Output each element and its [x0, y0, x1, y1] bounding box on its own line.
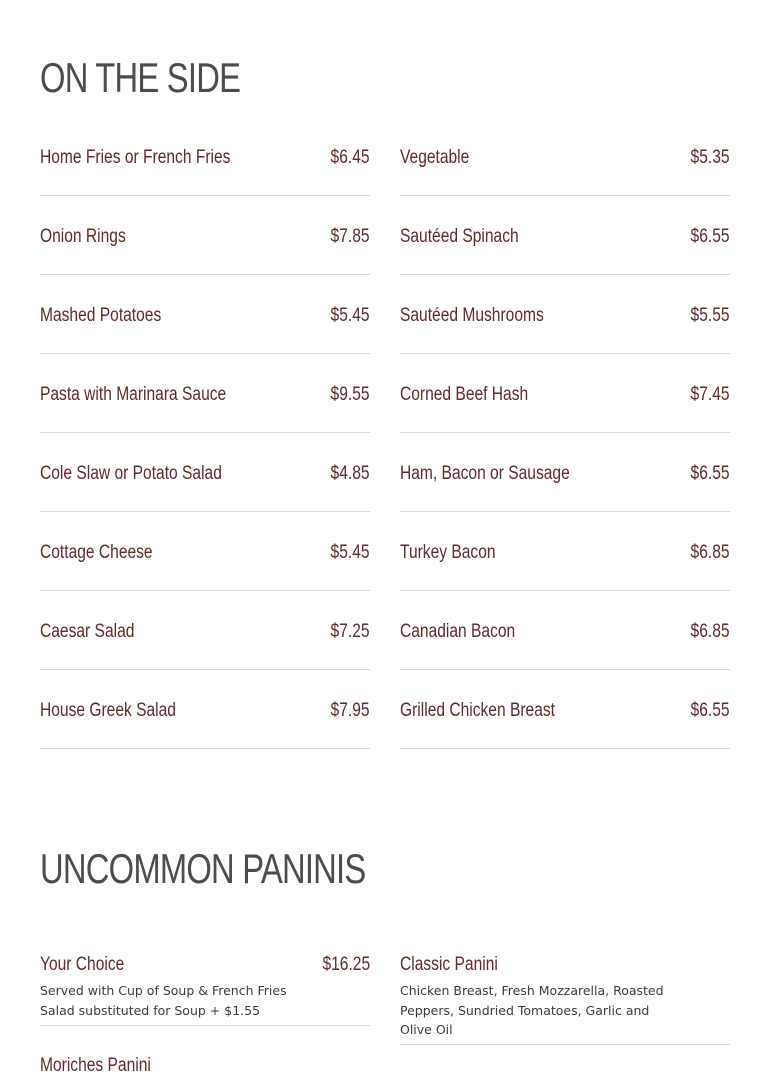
item-description-line: Served with Cup of Soup & French Fries — [40, 983, 287, 998]
menu-item — [40, 939, 370, 1026]
menu-item — [40, 591, 370, 670]
menu-item — [40, 512, 370, 591]
item-price: $6.55 — [691, 226, 730, 247]
item-name: Mashed Potatoes — [40, 305, 162, 326]
item-price: $6.45 — [331, 147, 370, 168]
menu-item — [40, 670, 370, 749]
menu-item — [40, 275, 370, 354]
item-name: Moriches Panini — [40, 1055, 151, 1076]
item-name: Vegetable — [400, 147, 470, 168]
menu-item — [400, 196, 730, 275]
section-title-uncommon-paninis: UNCOMMON PANINIS — [40, 845, 366, 892]
item-name: Sautéed Mushrooms — [400, 305, 544, 326]
item-price: $6.55 — [691, 700, 730, 721]
item-name: Corned Beef Hash — [400, 384, 529, 405]
item-description-line: Salad substituted for Soup + $1.55 — [40, 1002, 261, 1018]
menu-item — [40, 354, 370, 433]
item-name: House Greek Salad — [40, 700, 176, 721]
menu-item — [400, 117, 730, 196]
item-price: $6.85 — [691, 621, 730, 642]
item-price: $5.55 — [691, 305, 730, 326]
menu-item — [400, 939, 730, 1045]
sides-right-column — [400, 117, 730, 749]
item-name: Pasta with Marinara Sauce — [40, 384, 227, 405]
item-name: Ham, Bacon or Sausage — [400, 463, 570, 484]
item-name: Home Fries or French Fries — [40, 147, 231, 168]
menu-item — [40, 117, 370, 196]
menu-item — [400, 670, 730, 749]
menu-item — [40, 1026, 370, 1086]
menu-item — [40, 196, 370, 275]
item-name: Grilled Chicken Breast — [400, 700, 556, 721]
item-price: $16.25 — [322, 954, 370, 975]
item-name: Cottage Cheese — [40, 542, 153, 563]
item-price: $9.55 — [331, 384, 370, 405]
item-price: $6.55 — [691, 463, 730, 484]
menu-item — [400, 433, 730, 512]
menu-item — [400, 275, 730, 354]
item-price: $5.45 — [331, 542, 370, 563]
paninis-left-column — [40, 939, 370, 1086]
item-price: $7.95 — [331, 700, 370, 721]
item-price: $7.85 — [331, 226, 370, 247]
paninis-right-column — [400, 939, 730, 1045]
menu-item — [400, 591, 730, 670]
item-name: Your Choice — [40, 954, 125, 975]
on-the-side-section — [40, 0, 730, 760]
item-name: Onion Rings — [40, 226, 126, 247]
item-price: $7.25 — [331, 621, 370, 642]
item-price: $5.35 — [691, 147, 730, 168]
item-name: Caesar Salad — [40, 621, 135, 642]
menu-item — [40, 433, 370, 512]
item-name: Canadian Bacon — [400, 621, 516, 642]
item-name: Classic Panini — [400, 954, 498, 975]
item-price: $6.85 — [691, 542, 730, 563]
section-title-on-the-side: ON THE SIDE — [40, 54, 241, 101]
item-description-line: Chicken Breast, Fresh Mozzarella, Roasted — [400, 983, 664, 998]
sides-left-column — [40, 117, 370, 749]
item-name: Cole Slaw or Potato Salad — [40, 463, 222, 484]
item-name: Turkey Bacon — [400, 542, 496, 563]
item-name: Sautéed Spinach — [400, 226, 519, 247]
item-description — [40, 981, 310, 1020]
item-price: $5.45 — [331, 305, 370, 326]
item-description-line: Olive Oil — [400, 1022, 453, 1037]
item-price: $7.45 — [691, 384, 730, 405]
menu-item — [400, 354, 730, 433]
uncommon-paninis-section — [40, 760, 730, 1082]
item-description — [400, 981, 670, 1040]
item-price: $4.85 — [331, 463, 370, 484]
item-description-line: Peppers, Sundried Tomatoes, Garlic and — [400, 1002, 650, 1018]
menu-item — [400, 512, 730, 591]
